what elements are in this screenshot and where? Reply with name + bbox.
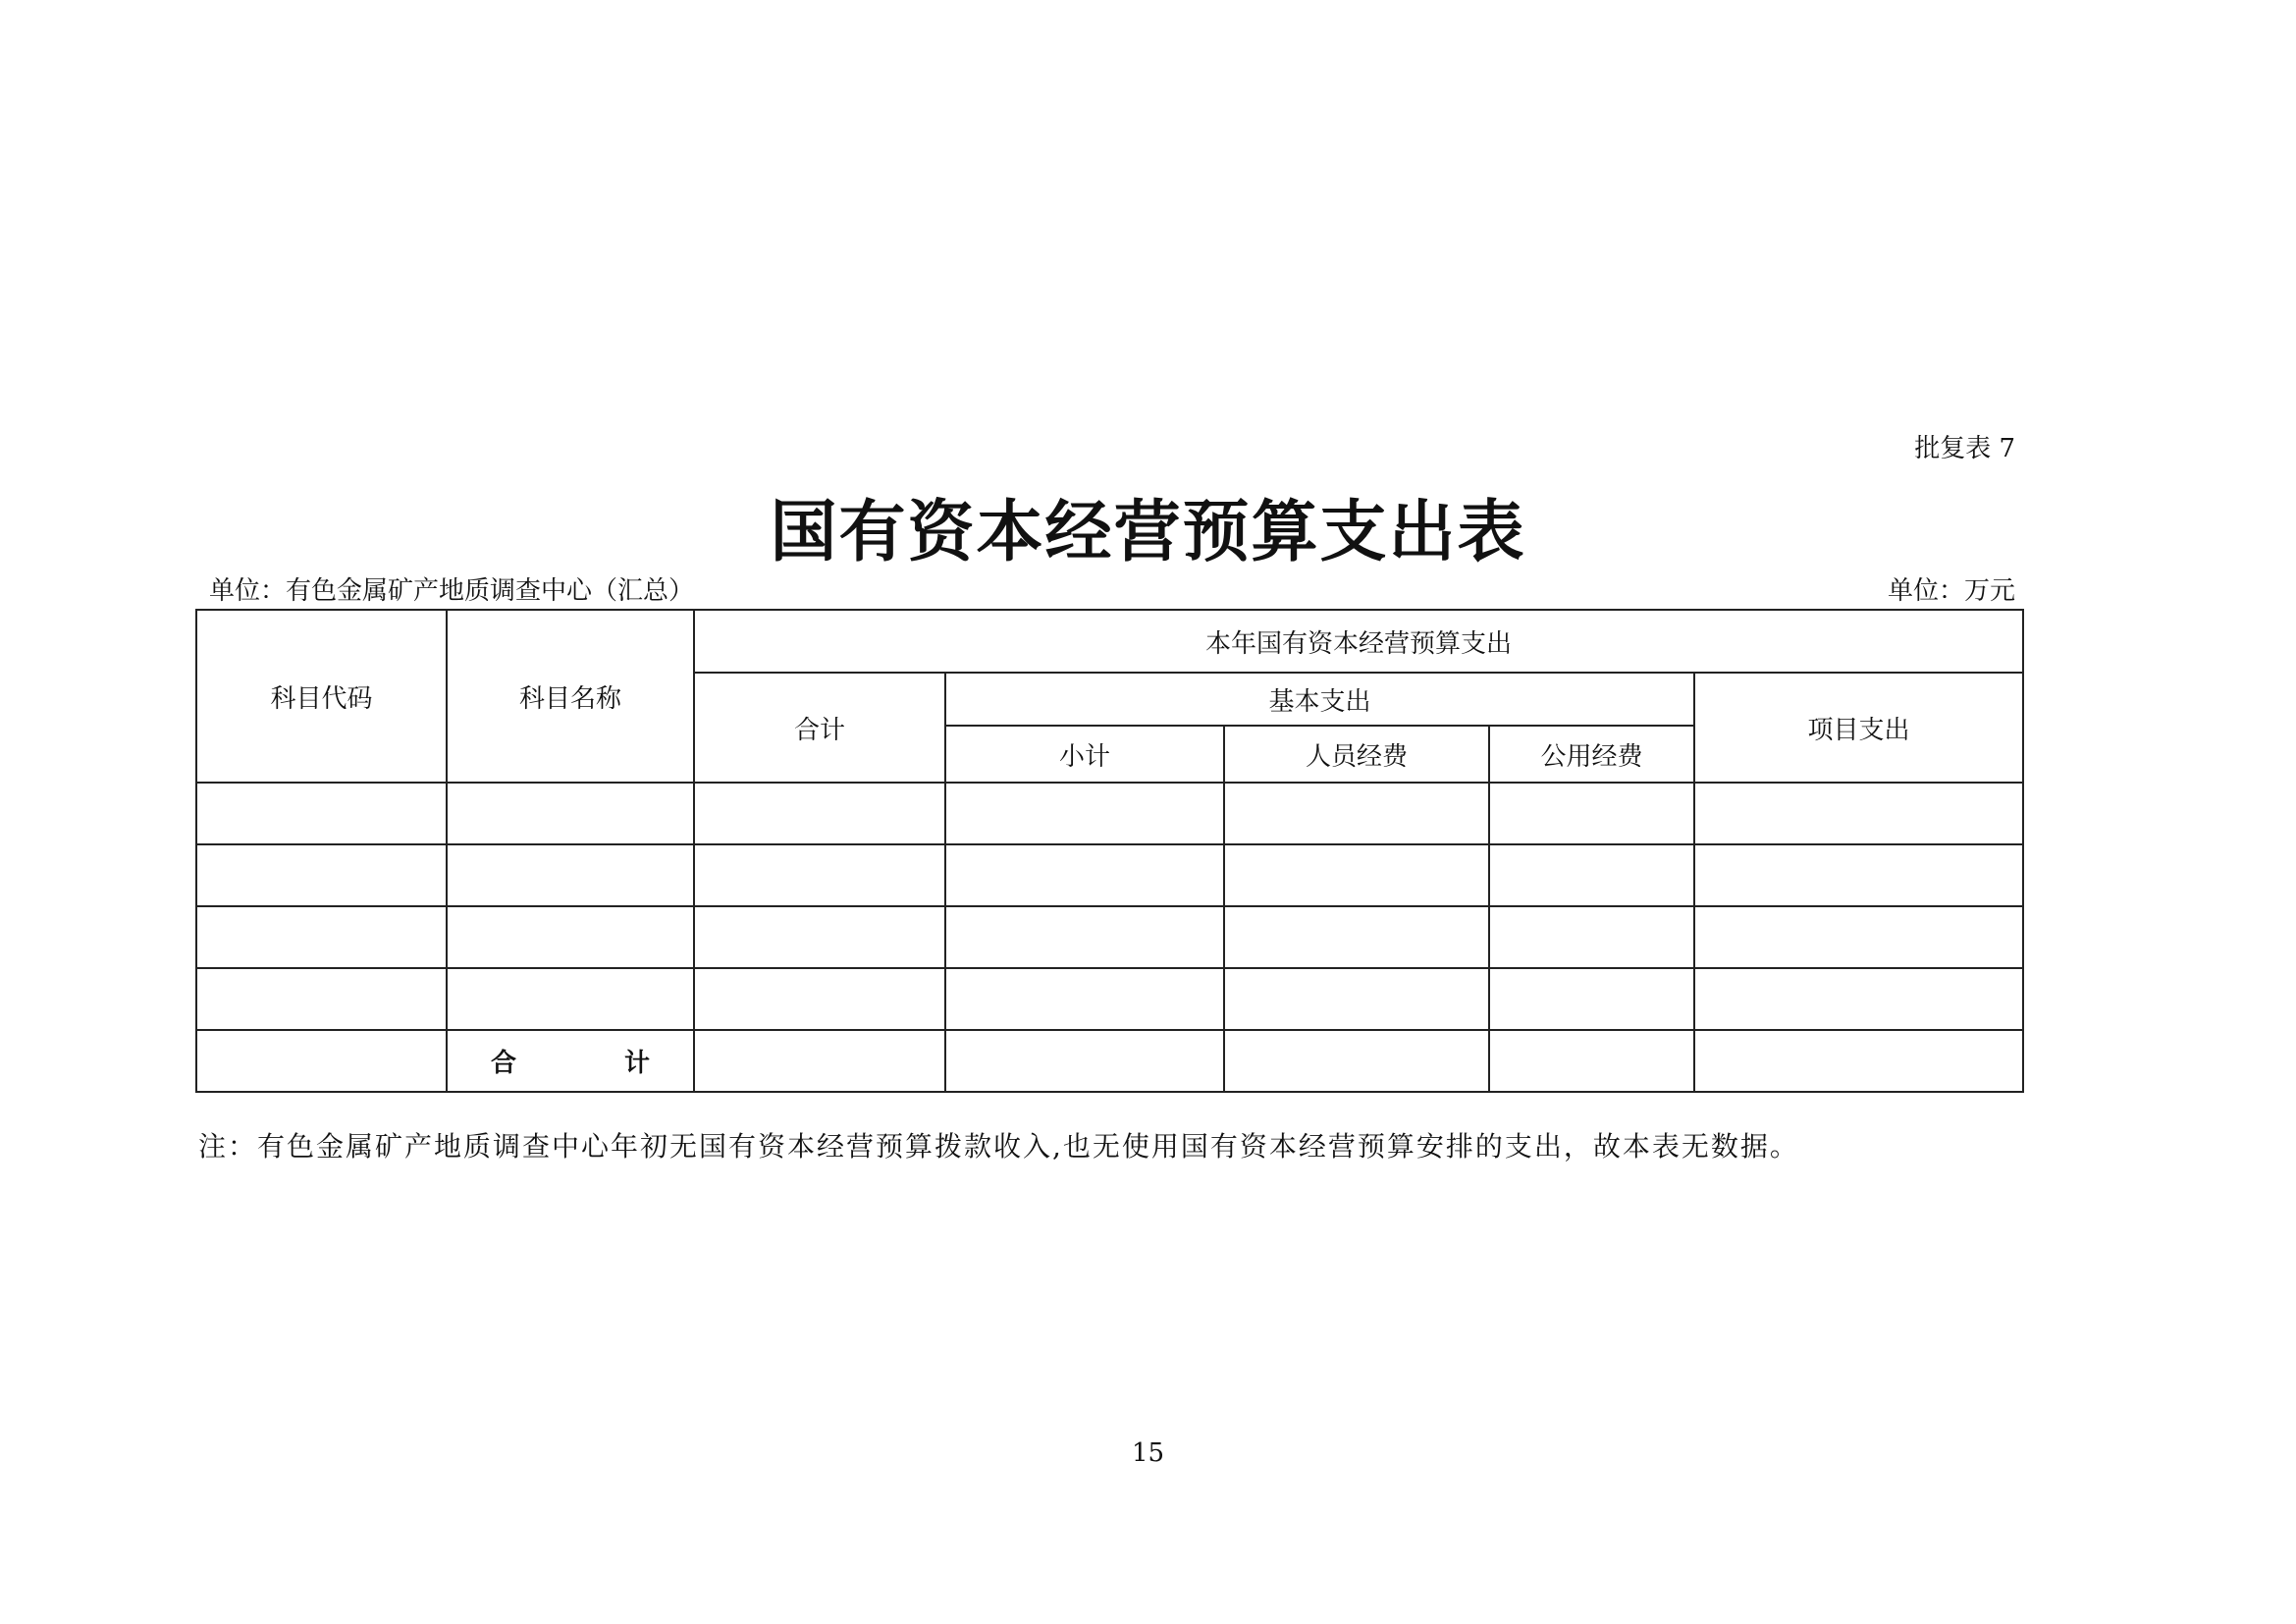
table-cell — [945, 1030, 1224, 1092]
table-cell — [694, 968, 945, 1030]
table-cell — [1694, 968, 2023, 1030]
total-label-ji: 计 — [624, 1049, 651, 1078]
table-cell — [447, 783, 694, 844]
table-cell — [694, 906, 945, 968]
budget-table — [195, 609, 2024, 1093]
table-cell — [1489, 783, 1694, 844]
page-title: 国有资本经营预算支出表 — [770, 493, 1526, 571]
header-subtotal: 小计 — [945, 726, 1224, 783]
table-cell — [196, 968, 447, 1030]
table-cell — [447, 844, 694, 906]
table-cell — [1224, 1030, 1489, 1092]
table-row — [196, 783, 2023, 844]
table-cell — [1489, 968, 1694, 1030]
table-row — [196, 844, 2023, 906]
table-cell — [1224, 906, 1489, 968]
table-cell — [1694, 783, 2023, 844]
table-cell — [196, 906, 447, 968]
table-number: 批复表 7 — [1914, 434, 2015, 463]
total-row — [196, 1030, 2023, 1092]
header-project: 项目支出 — [1694, 673, 2023, 783]
table-cell — [1694, 844, 2023, 906]
table-note: 注：有色金属矿产地质调查中心年初无国有资本经营预算拨款收入,也无使用国有资本经营预算安排的支出，故本表无数据。 — [198, 1130, 1799, 1163]
header-total: 合计 — [694, 673, 945, 783]
table-cell — [1489, 844, 1694, 906]
unit-organization: 单位：有色金属矿产地质调查中心（汇总） — [209, 576, 695, 606]
header-personnel: 人员经费 — [1224, 726, 1489, 783]
table-cell — [196, 783, 447, 844]
table-cell — [1489, 906, 1694, 968]
table-row — [196, 906, 2023, 968]
table-cell — [1694, 906, 2023, 968]
page-number: 15 — [1131, 1438, 1165, 1468]
table-row — [196, 968, 2023, 1030]
table-cell — [447, 968, 694, 1030]
total-label — [447, 1030, 694, 1092]
table-cell — [1694, 1030, 2023, 1092]
table-cell — [694, 783, 945, 844]
unit-currency: 单位：万元 — [1887, 576, 2015, 606]
header-year-group: 本年国有资本经营预算支出 — [694, 610, 2023, 673]
table-cell — [1224, 968, 1489, 1030]
header-basic: 基本支出 — [945, 673, 1694, 726]
table-cell — [945, 968, 1224, 1030]
table-cell — [196, 844, 447, 906]
table-cell — [694, 844, 945, 906]
table-cell — [1224, 844, 1489, 906]
header-code: 科目代码 — [196, 610, 447, 783]
total-label-he: 合 — [490, 1049, 516, 1078]
header-row-1 — [196, 610, 2023, 673]
table-cell — [447, 906, 694, 968]
table-cell — [694, 1030, 945, 1092]
table-cell — [1489, 1030, 1694, 1092]
table-cell — [945, 844, 1224, 906]
table-cell — [945, 906, 1224, 968]
table-cell — [1224, 783, 1489, 844]
table-cell — [945, 783, 1224, 844]
table-cell — [196, 1030, 447, 1092]
header-public: 公用经费 — [1489, 726, 1694, 783]
header-name: 科目名称 — [447, 610, 694, 783]
